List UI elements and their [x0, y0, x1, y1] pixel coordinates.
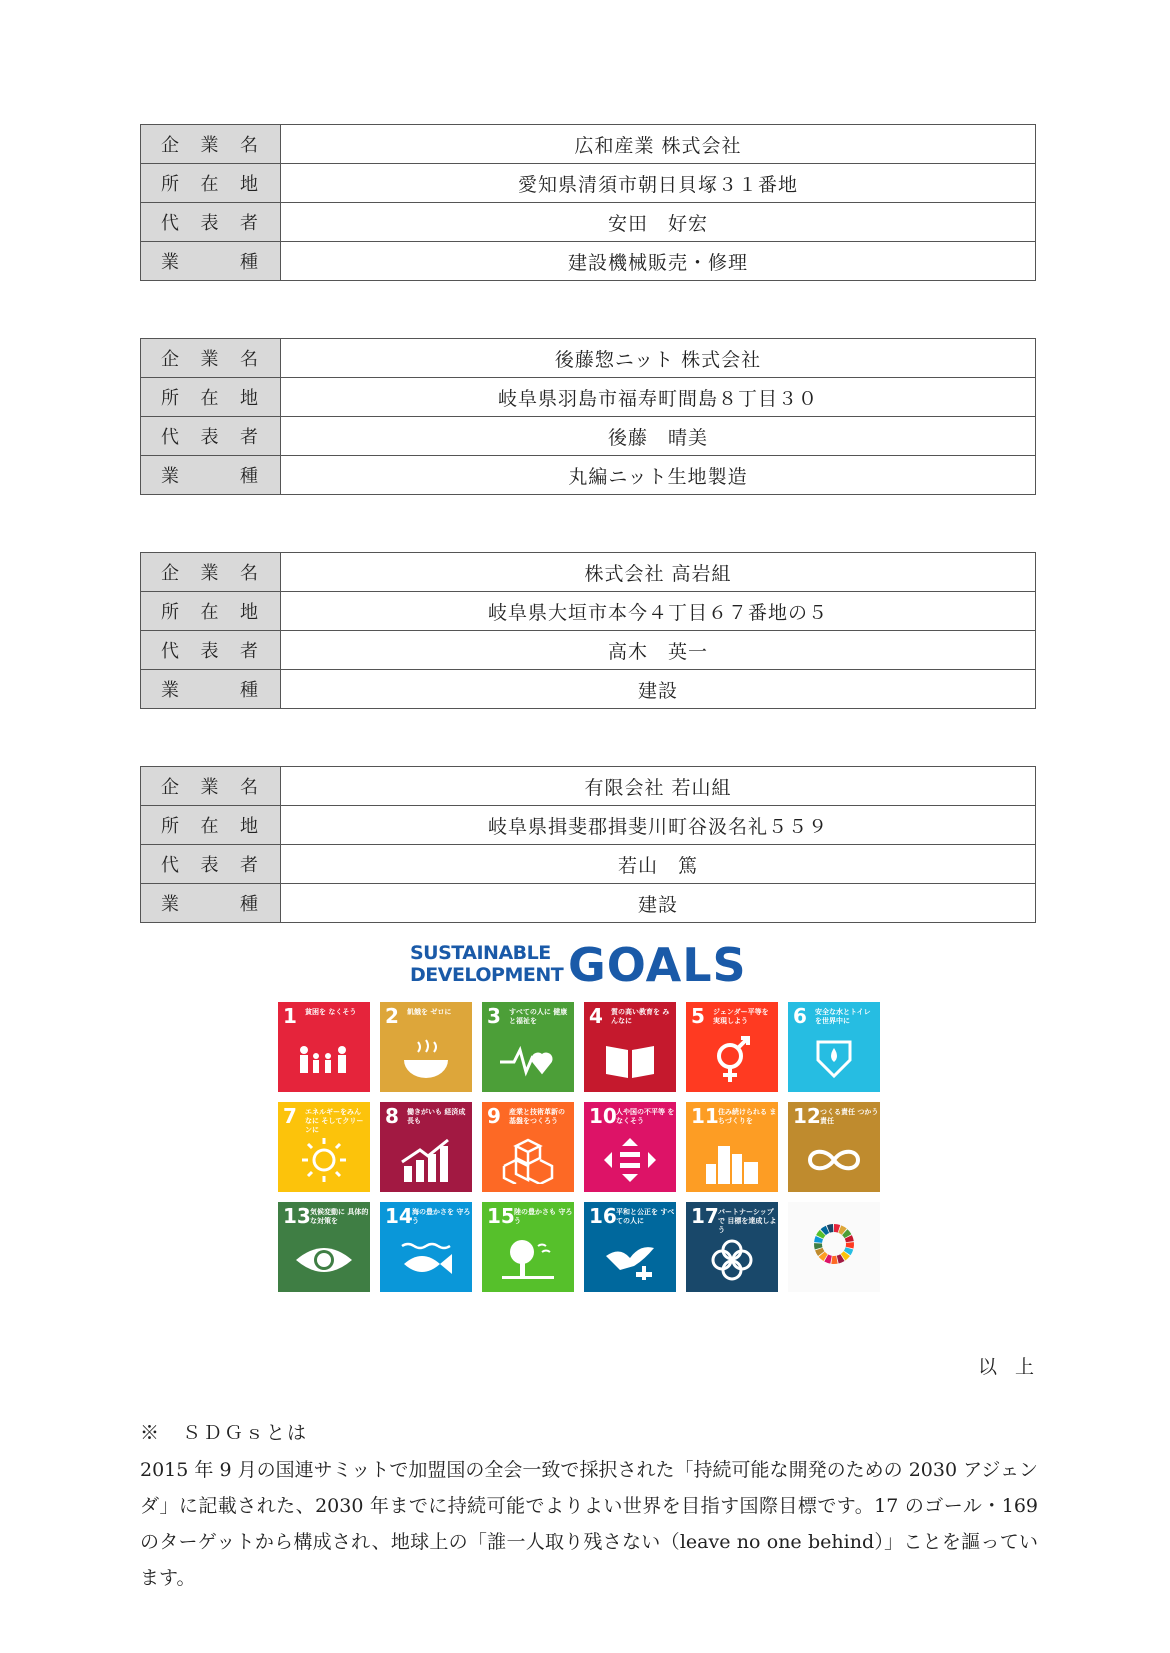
- industry-value: 丸編ニット生地製造: [281, 456, 1036, 495]
- representative-label: 代表者: [141, 631, 281, 670]
- sdg-goal-caption: 安全な水とトイレ を世界中に: [815, 1008, 871, 1025]
- growth-chart-icon: [396, 1136, 456, 1184]
- sdg-goal-tile-6: [788, 1002, 880, 1092]
- note-body: 2015 年 9 月の国連サミットで加盟国の全会一致で採択された「持続可能な開発のための 2030 アジェンダ」に記載された、2030 年までに持続可能でよりよい世界を目指す国際目標です。17 のゴール・169 のターゲットから構成され、地球上の「誰一人取り残さない（leave no one behind）」ことを謳っています。: [140, 1459, 1038, 1589]
- table-row: [141, 456, 1036, 495]
- sdg-goal-number: 12: [793, 1104, 821, 1128]
- sdg-goal-tile-15: [482, 1202, 574, 1292]
- sdg-title: [410, 940, 750, 992]
- sdg-logo-figure: [270, 940, 886, 1295]
- table-row: [141, 417, 1036, 456]
- address-value: 岐阜県揖斐郡揖斐川町谷汲名礼５５９: [281, 806, 1036, 845]
- company-name-label: 企業名: [141, 125, 281, 164]
- infinity-icon: [804, 1136, 864, 1184]
- sdg-goal-number: 7: [283, 1104, 297, 1128]
- sdg-goal-caption: 産業と技術革新の 基盤をつくろう: [509, 1108, 565, 1125]
- sdg-goal-number: 4: [589, 1004, 603, 1028]
- company-table-1: [140, 124, 1036, 281]
- company-table-4: [140, 766, 1036, 923]
- sun-power-icon: [294, 1136, 354, 1184]
- table-row: [141, 884, 1036, 923]
- sdg-goal-tile-8: [380, 1102, 472, 1192]
- sdg-goal-number: 17: [691, 1204, 719, 1228]
- sdg-goal-number: 11: [691, 1104, 719, 1128]
- sdg-goal-caption: 住み続けられる まちづくりを: [718, 1108, 777, 1125]
- industry-label: 業種: [141, 242, 281, 281]
- address-label: 所在地: [141, 164, 281, 203]
- sdg-goal-tile-10: [584, 1102, 676, 1192]
- sdg-goal-caption: 陸の豊かさも 守ろう: [514, 1208, 573, 1225]
- sdg-goal-tile-17: [686, 1202, 778, 1292]
- table-row: [141, 806, 1036, 845]
- sdg-goal-tile-9: [482, 1102, 574, 1192]
- representative-label: 代表者: [141, 417, 281, 456]
- bowl-icon: [396, 1036, 456, 1084]
- sdg-goal-tile-7: [278, 1102, 370, 1192]
- cubes-icon: [498, 1136, 558, 1184]
- sdg-goal-tile-4: [584, 1002, 676, 1092]
- representative-label: 代表者: [141, 845, 281, 884]
- dove-icon: [600, 1236, 660, 1284]
- company-table-2: [140, 338, 1036, 495]
- sdg-goal-caption: 飢餓を ゼロに: [407, 1008, 452, 1016]
- table-row: [141, 203, 1036, 242]
- table-row: [141, 631, 1036, 670]
- heartbeat-icon: [498, 1036, 558, 1084]
- industry-value: 建設: [281, 884, 1036, 923]
- sdg-title-line1: SUSTAINABLE: [410, 942, 551, 964]
- industry-value: 建設機械販売・修理: [281, 242, 1036, 281]
- sdg-goal-number: 16: [589, 1204, 617, 1228]
- sdg-title-line2: DEVELOPMENT: [410, 964, 564, 986]
- table-row: [141, 670, 1036, 709]
- sdg-tile-grid: [278, 1002, 880, 1292]
- family-icon: [294, 1036, 354, 1084]
- tree-icon: [498, 1236, 558, 1284]
- gender-icon: [702, 1036, 762, 1084]
- table-row: [141, 164, 1036, 203]
- address-label: 所在地: [141, 806, 281, 845]
- sdg-goal-number: 2: [385, 1004, 399, 1028]
- address-label: 所在地: [141, 592, 281, 631]
- address-value: 岐阜県羽島市福寿町間島８丁目３０: [281, 378, 1036, 417]
- company-table-3: [140, 552, 1036, 709]
- table-row: [141, 378, 1036, 417]
- sdg-goal-number: 6: [793, 1004, 807, 1028]
- rings-icon: [702, 1236, 762, 1284]
- sdg-goal-number: 15: [487, 1204, 515, 1228]
- table-row: [141, 125, 1036, 164]
- table-row: [141, 339, 1036, 378]
- representative-label: 代表者: [141, 203, 281, 242]
- sdg-goal-caption: 海の豊かさを 守ろう: [412, 1208, 471, 1225]
- sdg-goal-tile-11: [686, 1102, 778, 1192]
- sdg-goal-number: 10: [589, 1104, 617, 1128]
- address-label: 所在地: [141, 378, 281, 417]
- sdg-goal-number: 8: [385, 1104, 399, 1128]
- sdg-goal-tile-12: [788, 1102, 880, 1192]
- representative-value: 後藤 晴美: [281, 417, 1036, 456]
- sdg-goal-tile-16: [584, 1202, 676, 1292]
- eye-globe-icon: [294, 1236, 354, 1284]
- book-icon: [600, 1036, 660, 1084]
- closing-mark: 以上: [978, 1356, 1053, 1378]
- sdg-goal-number: 5: [691, 1004, 705, 1028]
- sdg-goal-number: 1: [283, 1004, 297, 1028]
- company-name-label: 企業名: [141, 767, 281, 806]
- sdg-wheel-icon: [804, 1222, 864, 1270]
- company-name-value: 株式会社 高岩組: [281, 553, 1036, 592]
- sdg-goal-number: 14: [385, 1204, 413, 1228]
- company-name-label: 企業名: [141, 339, 281, 378]
- note-heading: ※ ＳＤＧｓとは: [140, 1422, 309, 1444]
- sdg-goal-caption: 貧困を なくそう: [305, 1008, 357, 1016]
- sdg-goal-caption: つくる責任 つかう責任: [820, 1108, 879, 1125]
- sdg-goal-caption: すべての人に 健康と福祉を: [509, 1008, 568, 1025]
- industry-label: 業種: [141, 456, 281, 495]
- table-row: [141, 592, 1036, 631]
- sdg-goal-number: 9: [487, 1104, 501, 1128]
- table-row: [141, 553, 1036, 592]
- sdg-goal-caption: 平和と公正を すべての人に: [616, 1208, 675, 1225]
- table-row: [141, 845, 1036, 884]
- sdg-goal-caption: 質の高い教育を みんなに: [611, 1008, 670, 1025]
- sdg-goal-tile-5: [686, 1002, 778, 1092]
- sdg-goal-caption: ジェンダー平等を 実現しよう: [713, 1008, 769, 1025]
- sdg-title-goals: GOALS: [568, 938, 747, 992]
- sdg-goal-number: 13: [283, 1204, 311, 1228]
- address-value: 岐阜県大垣市本今４丁目６７番地の５: [281, 592, 1036, 631]
- sdg-goal-caption: 気候変動に 具体的な対策を: [310, 1208, 369, 1225]
- industry-label: 業種: [141, 884, 281, 923]
- sdg-goal-tile-13: [278, 1202, 370, 1292]
- company-name-label: 企業名: [141, 553, 281, 592]
- representative-value: 高木 英一: [281, 631, 1036, 670]
- fish-icon: [396, 1236, 456, 1284]
- industry-value: 建設: [281, 670, 1036, 709]
- company-name-value: 広和産業 株式会社: [281, 125, 1036, 164]
- sdg-goal-tile-2: [380, 1002, 472, 1092]
- water-drop-icon: [804, 1036, 864, 1084]
- representative-value: 安田 好宏: [281, 203, 1036, 242]
- equality-arrows-icon: [600, 1136, 660, 1184]
- sdg-goal-tile-3: [482, 1002, 574, 1092]
- sdg-wheel-tile: [788, 1202, 880, 1292]
- sdg-goal-caption: エネルギーをみんなに そしてクリーンに: [305, 1108, 364, 1134]
- sdg-goal-tile-14: [380, 1202, 472, 1292]
- table-row: [141, 767, 1036, 806]
- sdg-goal-caption: 人や国の不平等 をなくそう: [616, 1108, 675, 1125]
- industry-label: 業種: [141, 670, 281, 709]
- sdg-goal-caption: 働きがいも 経済成長も: [407, 1108, 466, 1125]
- address-value: 愛知県清須市朝日貝塚３１番地: [281, 164, 1036, 203]
- sdg-goal-tile-1: [278, 1002, 370, 1092]
- representative-value: 若山 篤: [281, 845, 1036, 884]
- table-row: [141, 242, 1036, 281]
- company-name-value: 有限会社 若山組: [281, 767, 1036, 806]
- city-icon: [702, 1136, 762, 1184]
- sdg-goal-number: 3: [487, 1004, 501, 1028]
- sdg-goal-caption: パートナーシップで 目標を達成しよう: [718, 1208, 777, 1234]
- company-name-value: 後藤惣ニット 株式会社: [281, 339, 1036, 378]
